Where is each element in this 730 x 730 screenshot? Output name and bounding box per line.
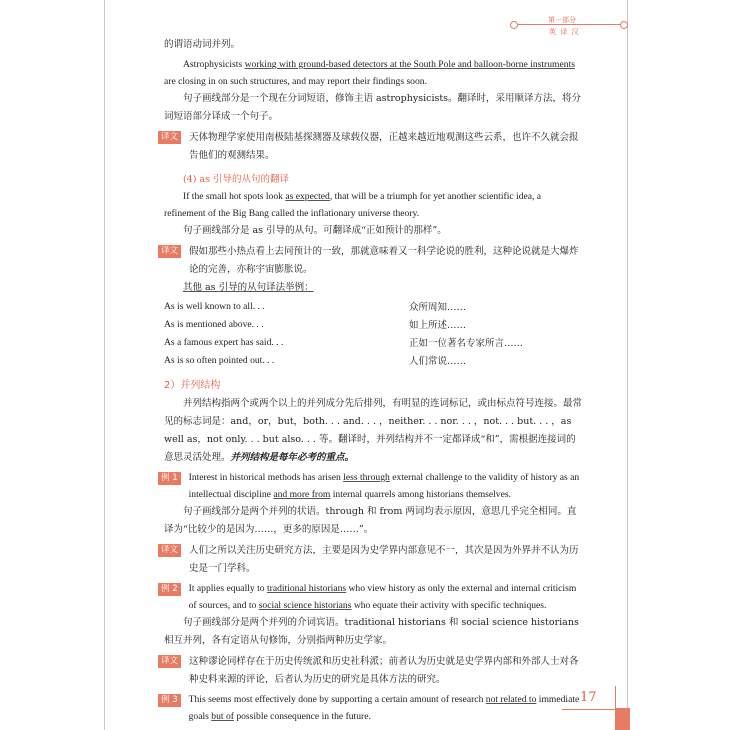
explanation: 句子画线部分是两个并列的介词宾语。traditional historians 和 social science historians 相互并列，各有定语从句修饰，分别指两种历史学家。 [164,617,579,646]
page-number: 17 [580,690,597,705]
page-body [161,36,583,725]
emphasis: 并列结构是每年必考的重点。 [230,452,355,463]
translation-tag: 译文 [158,544,181,557]
as-chinese: 如上所述…… [409,320,467,331]
underlined-phrase: social science historians [258,599,352,611]
underlined-phrase: traditional historians [266,583,347,594]
underlined-phrase: and more from [273,488,331,500]
text: are closing in on such structures, and may report their findings soon. [164,75,427,87]
text: It applies equally to [188,583,267,594]
example-row [158,581,582,614]
translation-text: 这种谬论同样存在于历史传统派和历史社科派；前者认为历史就是史学界内部和外部人士对各种史料来源的评论，后者认为历史的研究是具体方法的研究。 [189,656,579,685]
underlined-phrase: but of [211,710,234,722]
text: If the small hot spots look [183,191,286,202]
example-tag: 例 3 [158,694,181,707]
header-part: 第一部分 [548,16,576,24]
text: who equate their activity with specific techniques. [351,599,547,611]
header-dot-left [510,21,518,29]
paragraph [164,395,582,467]
paragraph: 的谓语动词并列。 [164,39,241,50]
page-corner-block [616,708,630,730]
as-english: As is well known to all. . . [164,301,265,312]
example-english [164,57,582,90]
underlined-phrase: less through [343,472,390,483]
as-english: As is mentioned above. . . [164,319,264,330]
as-chinese: 人们常说…… [409,356,467,367]
text: , that will be a triumph for yet another scientific idea, a refinement of the Big Bang called the inflationary universe theory. [164,191,542,219]
as-chinese: 正如一位著名专家所言…… [409,338,524,349]
translation-row [158,542,582,578]
example-tag: 例 2 [158,583,181,596]
example-english [164,189,582,222]
example-tag: 例 1 [158,472,181,485]
explanation: 句子画线部分是一个现在分词短语，修饰主语 astrophysicists。翻译时，采用顺译方法，将分词短语部分译成一个句子。 [164,93,582,122]
example-row [158,692,582,725]
underlined-phrase: as expected [285,191,330,202]
translation-row [158,653,582,689]
as-pair [164,317,582,335]
translation-tag: 译文 [158,655,181,668]
text: immediate goals [188,694,580,722]
explanation: 句子画线部分是两个并列的状语。through 和 from 两词均表示原因，意思几乎完全相同。直译为“比较少的是因为……，更多的原因是……”。 [164,506,577,535]
as-pair [164,299,582,317]
underlined-phrase: not related to [485,694,537,705]
translation-text: 天体物理学家使用南极陆基探测器及球载仪器，正越来越近地观测这些云系，也许不久就会报告他们的观测结果。 [189,132,579,161]
translation-text: 人们之所以关注历史研究方法，主要是因为史学界内部意见不一，其次是因为外界并不认为历史是一门学科。 [189,545,579,574]
text: internal quarrels among historians themselves. [330,488,511,500]
example-english [189,470,582,503]
examples-intro [164,279,582,297]
example-english [189,581,582,614]
as-chinese: 众所周知…… [409,302,467,313]
text: who view history as only the external and internal criticism of sources, and to [188,583,577,611]
footer-rule-horizontal [562,709,615,710]
underlined-phrase: working with ground-based detectors at the South Pole and balloon-borne instruments [244,59,575,70]
section-heading: 2）并列结构 [164,380,221,391]
example-row [158,470,582,503]
explanation: 句子画线部分是 as 引导的从句。可翻译成“正如预计的那样”。 [183,225,447,236]
text: external challenge to the validity of history as an intellectual discipline [188,472,580,500]
translation-row [158,129,582,165]
as-english: As is so often pointed out. . . [164,355,275,366]
example-english [189,692,582,725]
header-dot-right [620,21,628,29]
header-section: 英 译 汉 [549,28,580,36]
translation-tag: 译文 [158,245,181,258]
translation-tag: 译文 [158,131,181,144]
text: Interest in historical methods has arisen [188,472,344,483]
text: possible consequence in the future. [233,710,371,722]
subsection-heading: (4) as 引导的从句的翻译 [183,174,290,185]
text: This seems most effectively done by supporting a certain amount of research [188,694,486,705]
translation-text: 假如那些小热点看上去同预计的一致，那就意味着又一科学论说的胜利，这种论说就是大爆炸论的完善，亦称宇宙膨胀说。 [189,246,579,275]
as-pair [164,353,582,371]
translation-row [158,243,582,279]
text: 并列结构指两个或两个以上的并列成分先后排列，有明显的连词标记，或由标点符号连接。最常见的标志词是：and，or，but，both. . . and. . . ，neither. . . nor. . . ，not. . . but. . . ，as well as，not only. . . but also. . . 等。翻译时，并列结构并不一定都译成“和”，需根据连接词的意思灵活处理。 [164,398,583,463]
as-pair [164,335,582,353]
text: 其他 as 引导的从句译法举例： [183,282,314,293]
as-english: As a famous expert has said. . . [164,337,284,348]
text: Astrophysicists [183,59,245,70]
